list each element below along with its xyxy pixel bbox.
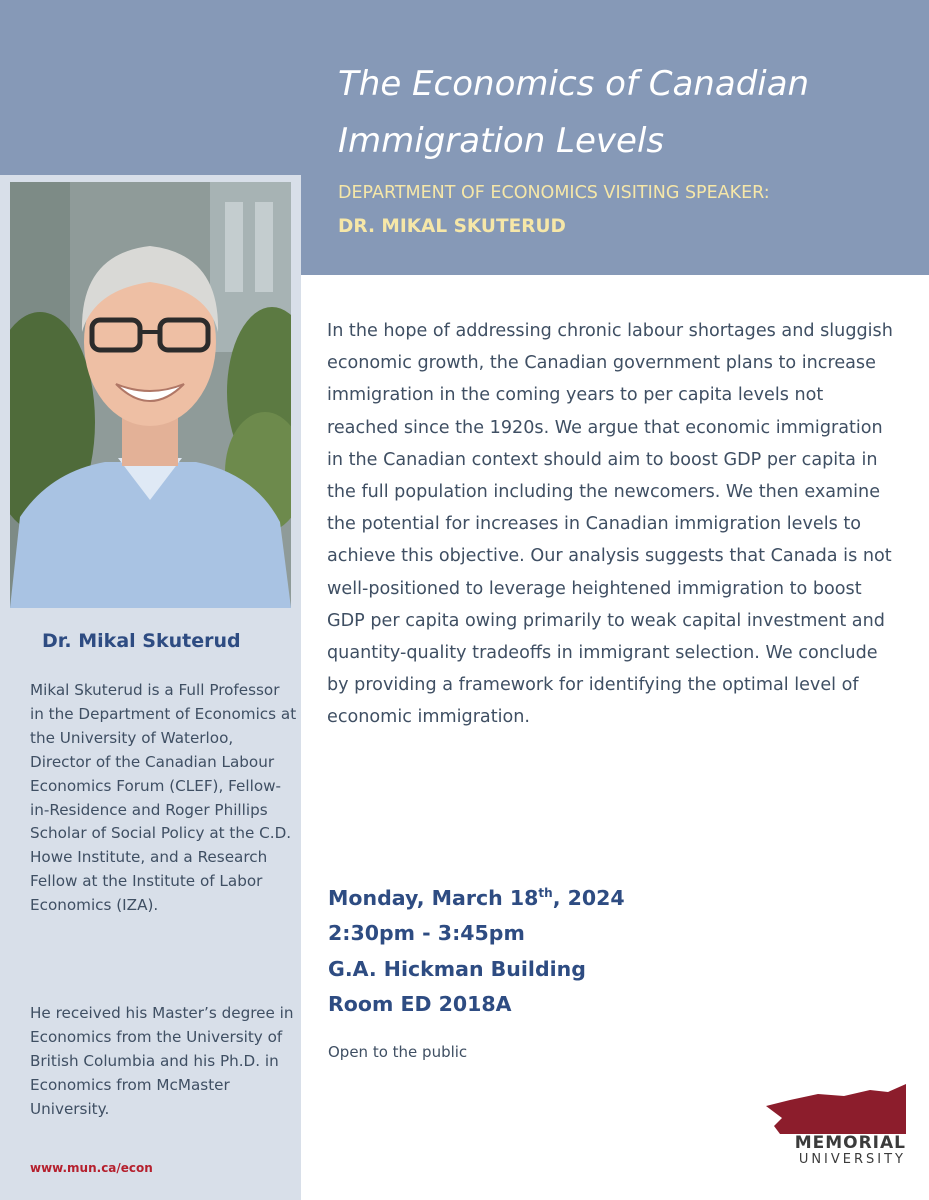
- event-date: [328, 876, 625, 916]
- speaker-heading: DR. MIKAL SKUTERUD: [338, 216, 566, 237]
- event-building: G.A. Hickman Building: [328, 956, 586, 981]
- event-access: Open to the public: [328, 1043, 468, 1061]
- speaker-photo: [10, 182, 291, 608]
- logo-line-2: UNIVERSITY: [798, 1152, 906, 1167]
- event-date-suffix: th: [538, 886, 553, 900]
- event-time: 2:30pm - 3:45pm: [328, 921, 525, 946]
- logo-line-1: MEMORIAL: [794, 1133, 906, 1153]
- event-details: [328, 876, 625, 1023]
- bio-paragraph-2: He received his Master’s degree in Economics from the University of British Columbia and his Ph.D. in Economics from McMaster University.: [30, 1004, 294, 1118]
- memorial-university-mark-icon: [766, 1084, 906, 1134]
- bio-paragraph-1: Mikal Skuterud is a Full Professor in the Department of Economics at the University of Waterloo, Director of the Canadian Labour Economics Forum (CLEF), Fellow-in-Residence and Roger Phillips Scholar of Social Policy at the C.D. Howe Institute, and a Research Fellow at the Institute of Labor Economics (IZA).: [30, 681, 297, 915]
- bio-name: Dr. Mikal Skuterud: [42, 630, 241, 652]
- department-url[interactable]: www.mun.ca/econ: [30, 1161, 153, 1175]
- abstract: In the hope of addressing chronic labour shortages and sluggish economic growth, the Canadian government plans to increase immigration in the coming years to per capita levels not reached since the 1920s. We argue that economic immigration in the Canadian context should aim to boost GDP per capita in the full population including the newcomers. We then examine the potential for increases in Canadian immigration levels to achieve this objective. Our analysis suggests that Canada is not well-positioned to leverage heightened immigration to boost GDP per capita owing primarily to weak capital investment and quantity-quality tradeoffs in immigrant selection. We conclude by providing a framework for identifying the optimal level of economic immigration.: [327, 321, 893, 728]
- memorial-university-logo: [766, 1084, 906, 1174]
- series-label: DEPARTMENT OF ECONOMICS VISITING SPEAKER:: [338, 183, 770, 203]
- event-room: Room ED 2018A: [328, 992, 512, 1017]
- event-title: The Economics of Canadian Immigration Levels: [338, 64, 810, 161]
- speaker-portrait-icon: [10, 182, 291, 608]
- event-date-prefix: Monday, March 18: [328, 885, 539, 910]
- event-date-year: , 2024: [552, 885, 625, 910]
